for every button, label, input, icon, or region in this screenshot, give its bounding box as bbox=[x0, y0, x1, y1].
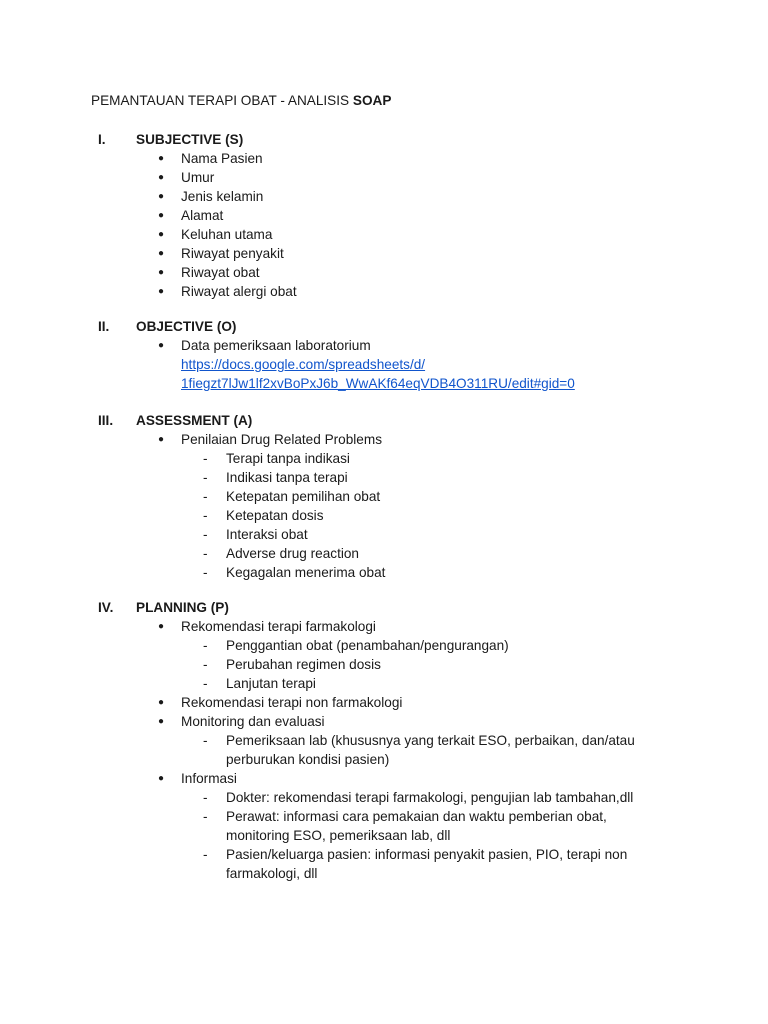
sub-item-continuation bbox=[0, 826, 768, 845]
sub-item bbox=[0, 487, 768, 506]
sub-item-text: Lanjutan terapi bbox=[226, 676, 316, 691]
bullet-icon: ● bbox=[158, 716, 165, 727]
sub-item bbox=[0, 525, 768, 544]
sub-item-text: Interaksi obat bbox=[226, 527, 308, 542]
dash-icon: - bbox=[203, 489, 208, 504]
sub-item bbox=[0, 544, 768, 563]
list-item-text: Rekomendasi terapi farmakologi bbox=[181, 619, 376, 634]
sub-item bbox=[0, 807, 768, 826]
sub-item-text: Perawat: informasi cara pemakaian dan waktu pemberian obat, bbox=[226, 809, 607, 824]
bullet-icon: ● bbox=[158, 434, 165, 445]
dash-icon: - bbox=[203, 638, 208, 653]
sub-item-text: Kegagalan menerima obat bbox=[226, 565, 386, 580]
sub-item-text: monitoring ESO, pemeriksaan lab, dll bbox=[226, 828, 451, 843]
list-item-text: Alamat bbox=[181, 208, 224, 223]
bullet-icon: ● bbox=[158, 340, 165, 351]
link-line bbox=[0, 374, 768, 393]
section-label: OBJECTIVE (O) bbox=[136, 319, 237, 334]
bullet-icon: ● bbox=[158, 191, 165, 202]
section-1 bbox=[0, 130, 768, 301]
sub-item-text: Terapi tanpa indikasi bbox=[226, 451, 350, 466]
title-bold: SOAP bbox=[352, 93, 392, 108]
sub-item bbox=[0, 506, 768, 525]
document-title bbox=[91, 91, 391, 110]
bullet-icon: ● bbox=[158, 210, 165, 221]
section-4 bbox=[0, 598, 768, 883]
sub-item-text: Ketepatan dosis bbox=[226, 508, 324, 523]
bullet-icon: ● bbox=[158, 172, 165, 183]
list-item bbox=[0, 168, 768, 187]
dash-icon: - bbox=[203, 847, 208, 862]
list-item bbox=[0, 617, 768, 636]
dash-icon: - bbox=[203, 546, 208, 561]
list-item-text: Rekomendasi terapi non farmakologi bbox=[181, 695, 403, 710]
section-2 bbox=[0, 317, 768, 393]
sub-item-text: Adverse drug reaction bbox=[226, 546, 359, 561]
sub-item bbox=[0, 636, 768, 655]
link-line bbox=[0, 355, 768, 374]
sub-item-text: farmakologi, dll bbox=[226, 866, 318, 881]
section-numeral: I. bbox=[98, 132, 106, 147]
list-item bbox=[0, 263, 768, 282]
sub-item bbox=[0, 468, 768, 487]
spreadsheet-link[interactable]: 1fiegzt7lJw1lf2xvBoPxJ6b_WwAKf64eqVDB4O311RU/edit#gid=0 bbox=[181, 376, 575, 391]
sub-item bbox=[0, 845, 768, 864]
sub-item-text: Pasien/keluarga pasien: informasi penyakit pasien, PIO, terapi non bbox=[226, 847, 628, 862]
list-item-text: Informasi bbox=[181, 771, 237, 786]
section-label: PLANNING (P) bbox=[136, 600, 229, 615]
list-item-text: Riwayat obat bbox=[181, 265, 260, 280]
bullet-icon: ● bbox=[158, 248, 165, 259]
list-item bbox=[0, 336, 768, 355]
sub-item-text: Dokter: rekomendasi terapi farmakologi, pengujian lab tambahan,dll bbox=[226, 790, 634, 805]
bullet-icon: ● bbox=[158, 621, 165, 632]
list-item bbox=[0, 769, 768, 788]
sub-item-text: Pemeriksaan lab (khususnya yang terkait ESO, perbaikan, dan/atau bbox=[226, 733, 635, 748]
dash-icon: - bbox=[203, 470, 208, 485]
list-item bbox=[0, 244, 768, 263]
list-item bbox=[0, 430, 768, 449]
sub-item-text: Penggantian obat (penambahan/pengurangan) bbox=[226, 638, 509, 653]
dash-icon: - bbox=[203, 676, 208, 691]
bullet-icon: ● bbox=[158, 286, 165, 297]
bullet-icon: ● bbox=[158, 267, 165, 278]
list-item-text: Riwayat penyakit bbox=[181, 246, 284, 261]
dash-icon: - bbox=[203, 657, 208, 672]
dash-icon: - bbox=[203, 790, 208, 805]
section-heading bbox=[0, 317, 768, 336]
list-item bbox=[0, 693, 768, 712]
list-item-text: Monitoring dan evaluasi bbox=[181, 714, 325, 729]
dash-icon: - bbox=[203, 565, 208, 580]
section-label: SUBJECTIVE (S) bbox=[136, 132, 244, 147]
list-item bbox=[0, 149, 768, 168]
sub-item-continuation bbox=[0, 750, 768, 769]
bullet-icon: ● bbox=[158, 697, 165, 708]
sub-item-text: Ketepatan pemilihan obat bbox=[226, 489, 381, 504]
sub-item bbox=[0, 655, 768, 674]
dash-icon: - bbox=[203, 451, 208, 466]
sub-item bbox=[0, 674, 768, 693]
list-item-text: Data pemeriksaan laboratorium bbox=[181, 338, 371, 353]
sub-item bbox=[0, 449, 768, 468]
sub-item bbox=[0, 731, 768, 750]
sub-item-text: Perubahan regimen dosis bbox=[226, 657, 381, 672]
sub-item bbox=[0, 563, 768, 582]
section-3 bbox=[0, 411, 768, 582]
section-label: ASSESSMENT (A) bbox=[136, 413, 253, 428]
section-heading bbox=[0, 411, 768, 430]
dash-icon: - bbox=[203, 809, 208, 824]
sub-item-continuation bbox=[0, 864, 768, 883]
spreadsheet-link[interactable]: https://docs.google.com/spreadsheets/d/ bbox=[181, 357, 426, 372]
list-item-text: Nama Pasien bbox=[181, 151, 263, 166]
list-item-text: Riwayat alergi obat bbox=[181, 284, 297, 299]
section-numeral: IV. bbox=[98, 600, 114, 615]
section-heading bbox=[0, 130, 768, 149]
dash-icon: - bbox=[203, 733, 208, 748]
section-numeral: II. bbox=[98, 319, 110, 334]
section-heading bbox=[0, 598, 768, 617]
bullet-icon: ● bbox=[158, 229, 165, 240]
list-item bbox=[0, 225, 768, 244]
title-main: PEMANTAUAN TERAPI OBAT - ANALISIS bbox=[91, 93, 353, 108]
dash-icon: - bbox=[203, 527, 208, 542]
list-item-text: Umur bbox=[181, 170, 215, 185]
sub-item-text: perburukan kondisi pasien) bbox=[226, 752, 390, 767]
list-item-text: Keluhan utama bbox=[181, 227, 273, 242]
bullet-icon: ● bbox=[158, 773, 165, 784]
dash-icon: - bbox=[203, 508, 208, 523]
sub-item-text: Indikasi tanpa terapi bbox=[226, 470, 348, 485]
sub-item bbox=[0, 788, 768, 807]
list-item bbox=[0, 187, 768, 206]
section-numeral: III. bbox=[98, 413, 114, 428]
list-item bbox=[0, 206, 768, 225]
bullet-icon: ● bbox=[158, 153, 165, 164]
list-item-text: Jenis kelamin bbox=[181, 189, 264, 204]
list-item-text: Penilaian Drug Related Problems bbox=[181, 432, 382, 447]
list-item bbox=[0, 282, 768, 301]
list-item bbox=[0, 712, 768, 731]
